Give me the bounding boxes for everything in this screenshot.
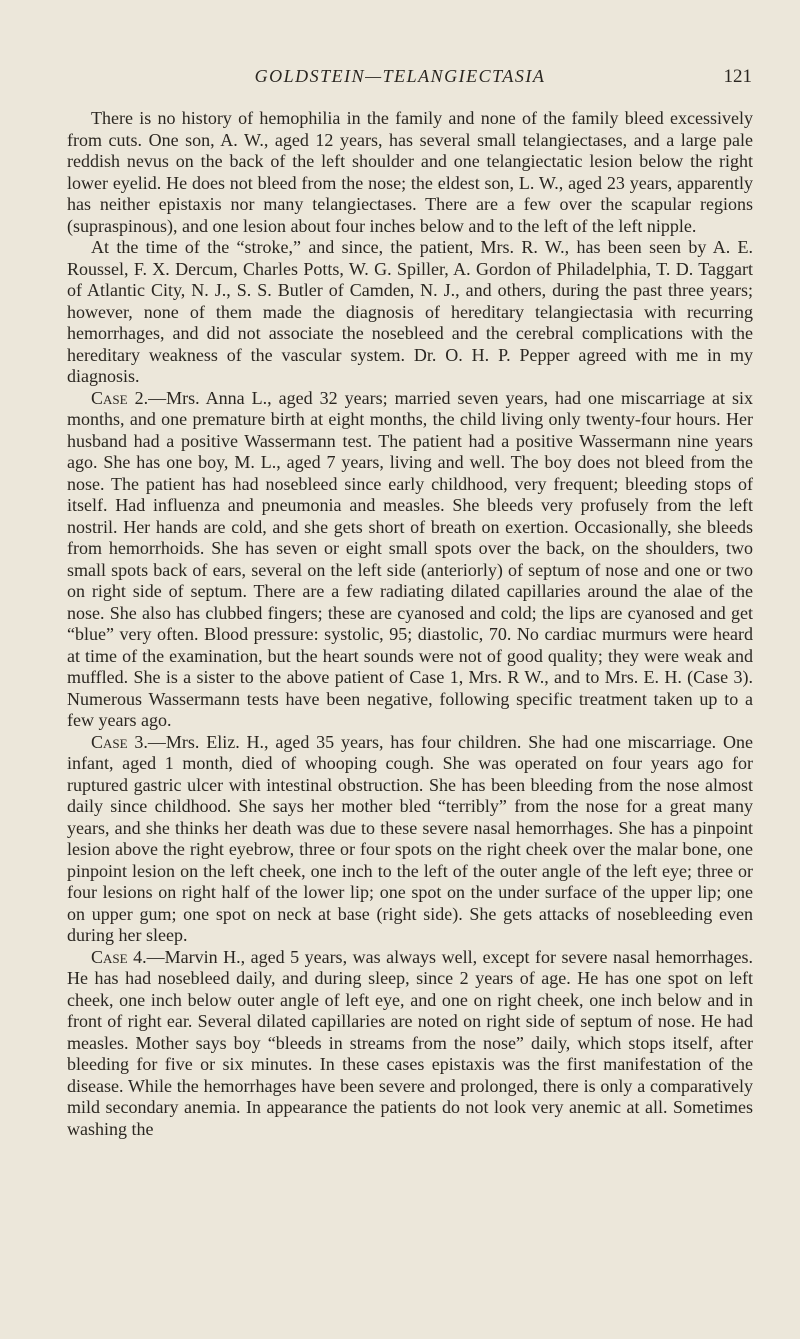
case-label: Case 3. <box>91 731 148 752</box>
page-header <box>0 66 800 94</box>
paragraph-text: There is no history of hemophilia in the family and none of the family bleed excessively from cuts. One son, A. W., aged 12 years, has several small telangiectases, and a large pale reddish nevus on the back of the left shoulder and one telangiectatic lesion below the right lower eyelid. He does not bleed from the nose; the eldest son, L. W., aged 23 years, apparently has neither epistaxis nor many telangiectases. There are a few over the scapular regions (supraspinous), and one lesion about four inches below and to the left of the left nipple. <box>67 108 753 236</box>
paragraph-text: At the time of the “stroke,” and since, the patient, Mrs. R. W., has been seen by A. E. Roussel, F. X. Dercum, Charles Potts, W. G. Spiller, A. Gordon of Philadelphia, T. D. Taggart of Atlantic City, N. J., S. S. Butler of Camden, N. J., and others, during the past three years; however, none of them made the diagnosis of hereditary telangiectasia with recurring hemorrhages, and did not associate the nosebleed and the cerebral complications with the hereditary weakness of the vascular system. Dr. O. H. P. Pepper agreed with me in my diagnosis. <box>67 237 753 386</box>
paragraph-case-4 <box>67 947 753 1141</box>
paragraph-case-2 <box>67 388 753 732</box>
case-label: Case 4. <box>91 946 147 967</box>
paragraph-case-3 <box>67 732 753 947</box>
paragraph-family-history <box>67 108 753 237</box>
running-title: GOLDSTEIN—TELANGIECTASIA <box>254 66 546 86</box>
paragraph-text: —Marvin H., aged 5 years, was always well, except for severe nasal hemorrhages. He has had nosebleed daily, and during sleep, since 2 years of age. He has one spot on left cheek, one inch below outer angle of left eye, and one on right cheek, one inch below and in front of right ear. Several dilated capillaries are noted on right side of septum of nose. He had measles. Mother says boy “bleeds in streams from the nose” daily, which stops itself, after bleeding for five or six minutes. In these cases epistaxis was the first manifestation of the disease. While the hemorrhages have been severe and prolonged, there is only a comparatively mild secondary anemia. In appearance the patients do not look very anemic at all. Sometimes washing the <box>67 946 753 1139</box>
page-number: 121 <box>723 66 752 87</box>
paragraph-text: —Mrs. Anna L., aged 32 years; married seven years, had one miscarriage at six months, and one premature birth at eight months, the child living only twenty-four hours. Her husband had a positive Wassermann test. The patient had a positive Wassermann nine years ago. She has one boy, M. L., aged 7 years, living and well. The boy does not bleed from the nose. The patient has had nosebleed since early childhood, very frequent; bleeding stops of itself. Had influenza and pneumonia and measles. She bleeds very profusely from the left nostril. Her hands are cold, and she gets short of breath on exertion. Occasionally, she bleeds from hemorrhoids. She has seven or eight small spots over the back, on the shoulders, two small spots back of ears, several on the left side (anteriorly) of septum of nose and one or two on right side of septum. There are a few radiating dilated capillaries around the alae of the nose. She also has clubbed fingers; these are cyanosed and cold; the lips are cyanosed and get “blue” very often. Blood pressure: systolic, 95; diastolic, 70. No cardiac murmurs were heard at time of the examination, but the heart sounds were not of good quality; they were weak and muffled. She is a sister to the above patient of Case 1, Mrs. R W., and to Mrs. E. H. (Case 3). Numerous Wassermann tests have been negative, following specific treatment taken up to a few years ago. <box>67 387 753 730</box>
body-text <box>67 108 753 1140</box>
paragraph-text: —Mrs. Eliz. H., aged 35 years, has four children. She had one miscarriage. One infant, aged 1 month, died of whooping cough. She was operated on four years ago for ruptured gastric ulcer with intestinal obstruction. She has been bleeding from the nose almost daily since childhood. She says her mother bled “terribly” from the nose for a great many years, and she thinks her death was due to these severe nasal hemorrhages. She has a pinpoint lesion above the right eyebrow, three or four spots on the right cheek over the malar bone, one pinpoint lesion on the left cheek, one inch to the left of the outer angle of the left eye; three or four lesions on right half of the lower lip; one spot on the under surface of the upper lip; one on upper gum; one spot on neck at base (right side). She gets attacks of nosebleeding even during her sleep. <box>67 731 753 945</box>
case-label: Case 2. <box>91 387 149 408</box>
paragraph-diagnosis-history <box>67 237 753 388</box>
